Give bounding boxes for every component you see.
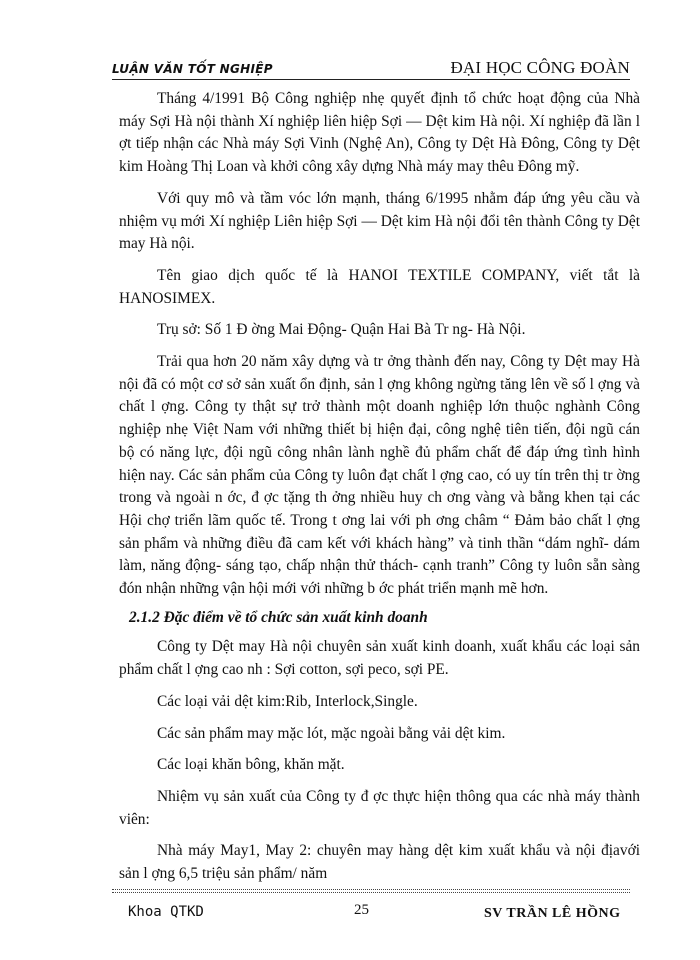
footer-divider-2 [112, 892, 630, 893]
paragraph-7: Các loại vải dệt kim:Rib, Interlock,Single. [157, 692, 418, 710]
paragraph-4: Trụ sở: Số 1 Đ ờng Mai Động- Quận Hai Bà Tr ng- Hà Nội. [157, 321, 526, 339]
footer-divider [112, 889, 630, 890]
paragraph-11: Nhà máy May1, May 2: chuyên may hàng dệt kim xuất khẩu và nội địavới sản l ợng 6,5 triệu sản phẩm/ năm [119, 842, 640, 883]
paragraph-3: Tên giao dịch quốc tế là HANOI TEXTILE COMPANY, viết tắt là HANOSIMEX. [119, 266, 640, 307]
header-divider [112, 79, 630, 80]
paragraph-9: Các loại khăn bông, khăn mặt. [157, 756, 345, 774]
footer-faculty: Khoa QTKD [128, 904, 204, 920]
paragraph-5: Trải qua hơn 20 năm xây dựng và tr ởng thành đến nay, Công ty Dệt may Hà nội đã có một cơ sở sản xuất ổn định, sản l ợng không ngừng tăng lên về số l ợng và chất l ợng. Công ty thật sự trở thành một doanh nghiệp lớn thuộc nghành Công nghiệp nhẹ Việt Nam với những thiết bị hiện đại, công nghệ tiên tiến, đội ngũ cán bộ có năng lực, đội ngũ công nhân lành nghề đủ phẩm chất để đáp ứng tình hình hiện nay. Các sản phẩm của Công ty luôn đạt chất l ợng cao, có uy tín trên thị tr ờng trong và ngoài n ớc, đ ợc tặng th ởng nhiều huy ch ơng vàng và bằng khen tại các Hội chợ triển lãm quốc tế. Trong t ơng lai với ph ơng châm “ Đảm bảo chất l ợng sản phẩm và những điều đã cam kết với khách hàng” và tinh thần “dám nghĩ- dám làm, năng động- sáng tạo, chấp nhận thử thách- cạnh tranh” Công ty luôn sẵn sàng đón nhận những vận hội mới với những b ớc phát triển mạnh mẽ hơn. [119, 353, 640, 598]
section-heading: 2.1.2 Đặc điểm về tổ chức sản xuất kinh doanh [129, 608, 428, 626]
page-number: 25 [354, 902, 369, 918]
paragraph-2: Với quy mô và tầm vóc lớn mạnh, tháng 6/1995 nhằm đáp ứng yêu cầu và nhiệm vụ mới Xí nghiệp Liên hiệp Sợi — Dệt kim Hà nội đổi tên thành Công ty Dệt may Hà nội. [119, 189, 640, 253]
header-university: ĐẠI HỌC CÔNG ĐOÀN [450, 58, 630, 77]
paragraph-6: Công ty Dệt may Hà nội chuyên sản xuất kinh doanh, xuất khẩu các loại sản phẩm chất l ợng cao nh : Sợi cotton, sợi peco, sợi PE. [119, 638, 640, 679]
paragraph-1: Tháng 4/1991 Bộ Công nghiệp nhẹ quyết định tổ chức hoạt động của Nhà máy Sợi Hà nội thành Xí nghiệp liên hiệp Sợi — Dệt kim Hà nội. Xí nghiệp đã lần l ợt tiếp nhận các Nhà máy Sợi Vinh (Nghệ An), Công ty Dệt Hà Đông, Công ty Dệt kim Hoàng Thị Loan và khởi công xây dựng Nhà máy may thêu Đông mỹ. [119, 90, 640, 176]
header-thesis-label: LUẬN VĂN TỐT NGHIỆP [112, 62, 273, 76]
page-header [112, 52, 630, 78]
paragraph-10: Nhiệm vụ sản xuất của Công ty đ ợc thực hiện thông qua các nhà máy thành viên: [119, 787, 640, 828]
footer-student: SV TRẦN LÊ HỒNG [484, 906, 621, 921]
paragraph-8: Các sản phẩm may mặc lót, mặc ngoài bằng vải dệt kim. [157, 724, 506, 742]
document-body [119, 88, 640, 895]
